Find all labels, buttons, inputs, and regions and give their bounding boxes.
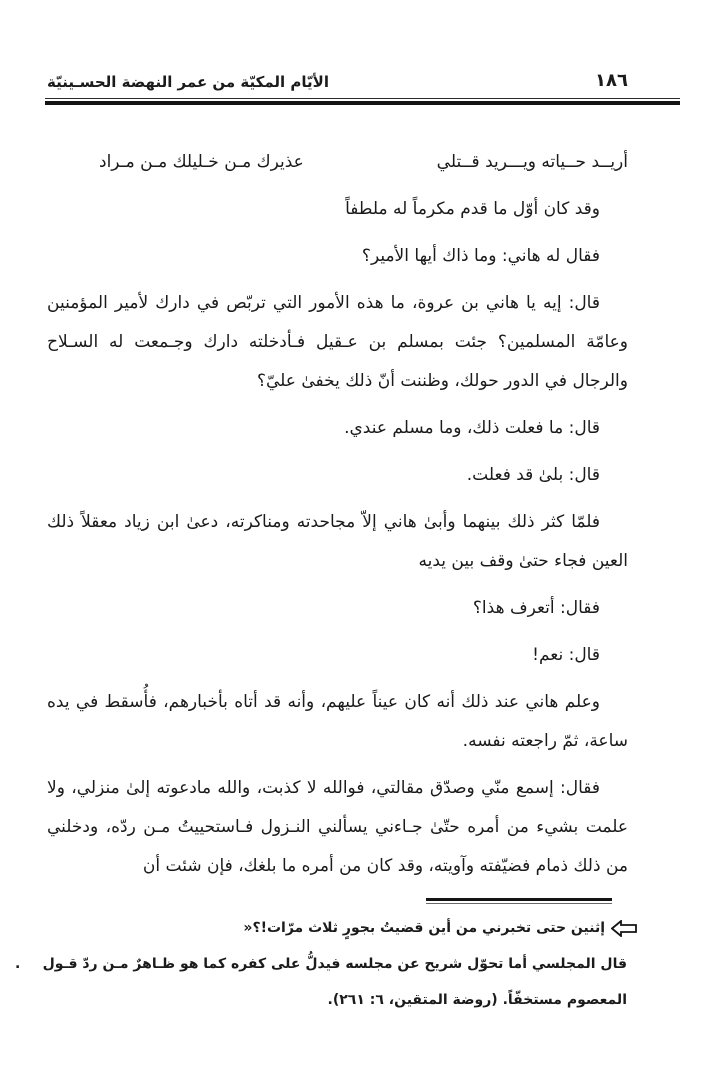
body-paragraph: فلمّا كثر ذلك بينهما وأبىٰ هاني إلاّ مجاحدته ومناكرته، دعىٰ ابن زياد معقلاً ذلك العين فجاء حتىٰ وقف بين يديه (47, 511, 628, 571)
verse-second-hemistich: عذيرك مـن خـليلك مـن مـراد (99, 151, 304, 172)
footnote-text: قال المجلسي أما تحوّل شريح عن مجلسه فيدلُّ على كفره كما هو ظـاهرٌ مـن ردّ قـول (42, 956, 627, 972)
body-paragraph: وعلم هاني عند ذلك أنه كان عيناً عليهم، وأنه قد أتاه بأخبارهم، فأُسقط في يده ساعة، ثمّ راجعته نفسه. (47, 691, 628, 751)
page-header (45, 70, 680, 98)
poetry-verse (99, 143, 628, 182)
body-paragraph: فقال: إسمع منّي وصدّق مقالتي، فوالله لا كذبت، والله مادعوته إلىٰ منزلي، ولا علمت بشيء من أمره حتّىٰ جـاءني يسألني النـزول فـاستحييتُ مـن ردّه، ودخلني من ذلك ذمام فضيّفته وآويته، وقد كان من أمره ما بلغك، فإن شئت أن (47, 777, 628, 876)
footnote-stray-period: . (15, 956, 21, 972)
verse-first-hemistich: أريــد حــياته ويـــريد قــتلي (436, 151, 628, 172)
body-paragraph: قال: نعم! (532, 644, 600, 665)
page-body (47, 143, 628, 886)
header-rule-thin (45, 98, 680, 99)
body-paragraph: قال: إيه يا هاني بن عروة، ما هذه الأمور التي تربّص في دارك لأمير المؤمنين وعامّة المسلمين؟ جئت بمسلم بن عـقيل فـأدخلته دارك وجـمعت له السـلاح والرجال في الدور حولك، وظننت أنّ ذلك يخفىٰ عليّ؟ (47, 292, 628, 391)
footnote-separator (426, 898, 612, 904)
footnote-continuation-arrow-icon (611, 920, 637, 937)
body-paragraph: فقال: أتعرف هذا؟ (472, 597, 600, 618)
footnote-text: إثنين حتى تخبرني من أين قضيتُ بجورٍ ثلاث مرّات!؟« (243, 920, 605, 936)
page-number: ١٨٦ (595, 70, 628, 91)
body-paragraph: وقد كان أوّل ما قدم مكرماً له ملطفاً (345, 198, 600, 219)
footnote-line (45, 910, 637, 946)
body-paragraph: قال: ما فعلت ذلك، وما مسلم عندي. (344, 417, 600, 438)
footnote-section (15, 898, 637, 1018)
body-paragraph: فقال له هاني: وما ذاك أيها الأمير؟ (361, 245, 600, 266)
header-rule-thick (45, 101, 680, 105)
book-title: الأيّام المكيّة من عمر النهضة الحسـينيّة (47, 73, 329, 91)
footnote-line (15, 946, 627, 982)
body-paragraph: قال: بلىٰ قد فعلت. (466, 464, 600, 485)
footnote-line (45, 982, 627, 1018)
footnote-reference: المعصوم مستخفّاً. (روضة المتقين، ٦: ٢٦١). (327, 992, 627, 1008)
